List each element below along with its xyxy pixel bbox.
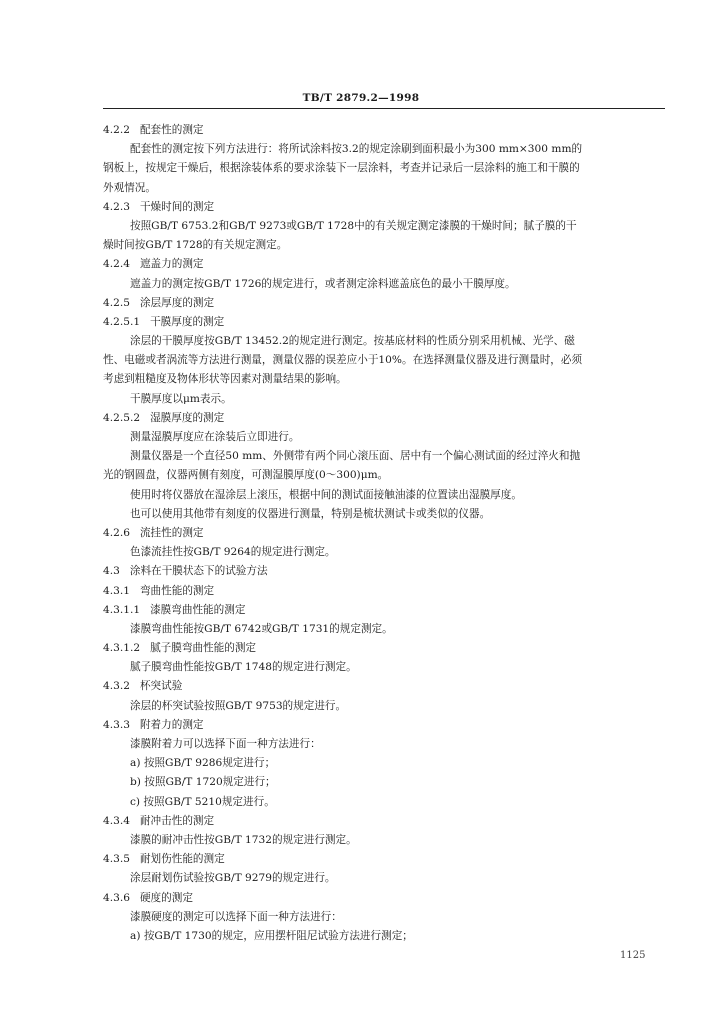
section-number: 4.2.3 [103,200,130,213]
section-heading [103,313,665,332]
section-title: 干燥时间的测定 [139,200,215,213]
section-number: 4.2.5.2 [103,411,141,424]
paragraph-line: b) 按照GB/T 1720规定进行； [130,776,276,789]
section-number: 4.3.5 [103,853,130,866]
document-header: TB/T 2879.2—1998 [302,92,420,104]
paragraph-line: 配套性的测定按下列方法进行：将所试涂料按3.2的规定涂刷到面积最小为300 mm×300 mm的 [130,143,583,156]
section-heading [103,889,665,908]
section-title: 耐冲击性的测定 [139,814,215,827]
paragraph-line: 也可以使用其他带有刻度的仪器进行测量，特别是梳状测试卡或类似的仪器。 [130,507,491,520]
paragraph-line: 性、电磁或者涡流等方法进行测量，测量仪器的误差应小于10%。在选择测量仪器及进行测量时，必须 [103,354,583,367]
section-title: 漆膜弯曲性能的测定 [150,603,246,616]
section-number: 4.2.5 [103,296,130,309]
paragraph-line: 外观情况。 [103,181,156,194]
section-number: 4.3.1.1 [103,603,141,616]
section-title: 涂料在干膜状态下的试验方法 [129,565,268,578]
paragraph-line: 考虑到粗糙度及物体形状等因素对测量结果的影响。 [103,373,347,386]
paragraph-line: 漆膜硬度的测定可以选择下面一种方法进行： [130,910,342,923]
section-heading [103,255,665,274]
section-number: 4.3.6 [103,891,130,904]
paragraph-line: 漆膜的耐冲击性按GB/T 1732的规定进行测定。 [130,833,357,846]
paragraph-line: 涂层的杯突试验按照GB/T 9753的规定进行。 [130,699,347,712]
section-title: 硬度的测定 [139,891,193,904]
paragraph-line: a) 按GB/T 1730的规定，应用摆杆阻尼试验方法进行测定； [130,929,413,942]
section-heading [103,121,665,140]
section-title: 腻子膜弯曲性能的测定 [150,642,257,655]
section-title: 湿膜厚度的测定 [150,411,225,424]
section-title: 涂层厚度的测定 [139,296,215,309]
paragraph-line: c) 按照GB/T 5210规定进行。 [130,795,275,808]
section-heading [103,562,665,581]
section-heading [103,524,665,543]
paragraph-line: 光的钢圆盘，仪器两侧有刻度，可测湿膜厚度(0～300)μm。 [103,469,389,482]
paragraph-line: 漆膜弯曲性能按GB/T 6742或GB/T 1731的规定测定。 [130,622,393,635]
section-heading [103,198,665,217]
section-heading [103,582,665,601]
section-title: 附着力的测定 [139,718,204,731]
section-heading [103,639,665,658]
section-number: 4.3.3 [103,718,130,731]
paragraph-line: 漆膜附着力可以选择下面一种方法进行： [130,738,321,750]
section-title: 耐划伤性能的测定 [139,853,225,866]
paragraph-line: 测量仪器是一个直径50 mm、外侧带有两个同心滚压面、居中有一个偏心测试面的经过淬火和抛 [130,450,581,463]
section-title: 流挂性的测定 [139,526,204,539]
paragraph-line: 燥时间按GB/T 1728的有关规定测定。 [103,239,288,252]
section-number: 4.3.1.2 [103,642,141,655]
section-number: 4.3.1 [103,584,130,597]
section-number: 4.2.4 [103,258,130,271]
paragraph-line: 遮盖力的测定按GB/T 1726的规定进行，或者测定涂料遮盖底色的最小干膜厚度。 [130,277,516,290]
section-title: 弯曲性能的测定 [139,584,215,597]
section-heading [103,850,665,869]
section-number: 4.3.4 [103,814,130,827]
section-title: 配套性的测定 [139,124,204,136]
section-title: 遮盖力的测定 [139,258,204,271]
paragraph-line: a) 按照GB/T 9286规定进行； [130,757,276,770]
section-number: 4.2.5.1 [103,315,141,328]
section-title: 杯突试验 [139,680,183,693]
paragraph-line: 涂层的干膜厚度按GB/T 13452.2的规定进行测定。按基底材料的性质分别采用机械、光学、磁 [130,335,575,348]
section-heading [103,812,665,831]
paragraph-line: 钢板上，按规定干燥后，根据涂装体系的要求涂装下一层涂料，考查并记录后一层涂料的施工和干膜的 [103,162,580,175]
header-rule [103,108,665,109]
paragraph-line: 按照GB/T 6753.2和GB/T 9273或GB/T 1728中的有关规定测定漆膜的干燥时间；腻子膜的干 [130,219,577,232]
section-heading [103,409,665,428]
section-heading [103,601,665,620]
section-number: 4.2.6 [103,526,130,539]
paragraph-line: 干膜厚度以μm表示。 [130,392,232,405]
section-title: 干膜厚度的测定 [150,315,225,328]
page-number: 1125 [620,950,646,961]
paragraph-line: 色漆流挂性按GB/T 9264的规定进行测定。 [130,546,336,559]
section-heading [103,716,665,735]
section-number: 4.2.2 [103,124,130,136]
paragraph-line: 腻子膜弯曲性能按GB/T 1748的规定进行测定。 [130,661,357,674]
section-number: 4.3.2 [103,680,130,693]
document-body [103,121,665,946]
section-number: 4.3 [103,565,120,578]
paragraph-line: 使用时将仪器放在湿涂层上滚压，根据中间的测试面接触油漆的位置读出湿膜厚度。 [130,488,522,501]
paragraph-line: 涂层耐划伤试验按GB/T 9279的规定进行。 [130,872,336,885]
section-heading [103,294,665,313]
section-heading [103,677,665,696]
paragraph-line: 测量湿膜厚度应在涂装后立即进行。 [130,431,300,443]
